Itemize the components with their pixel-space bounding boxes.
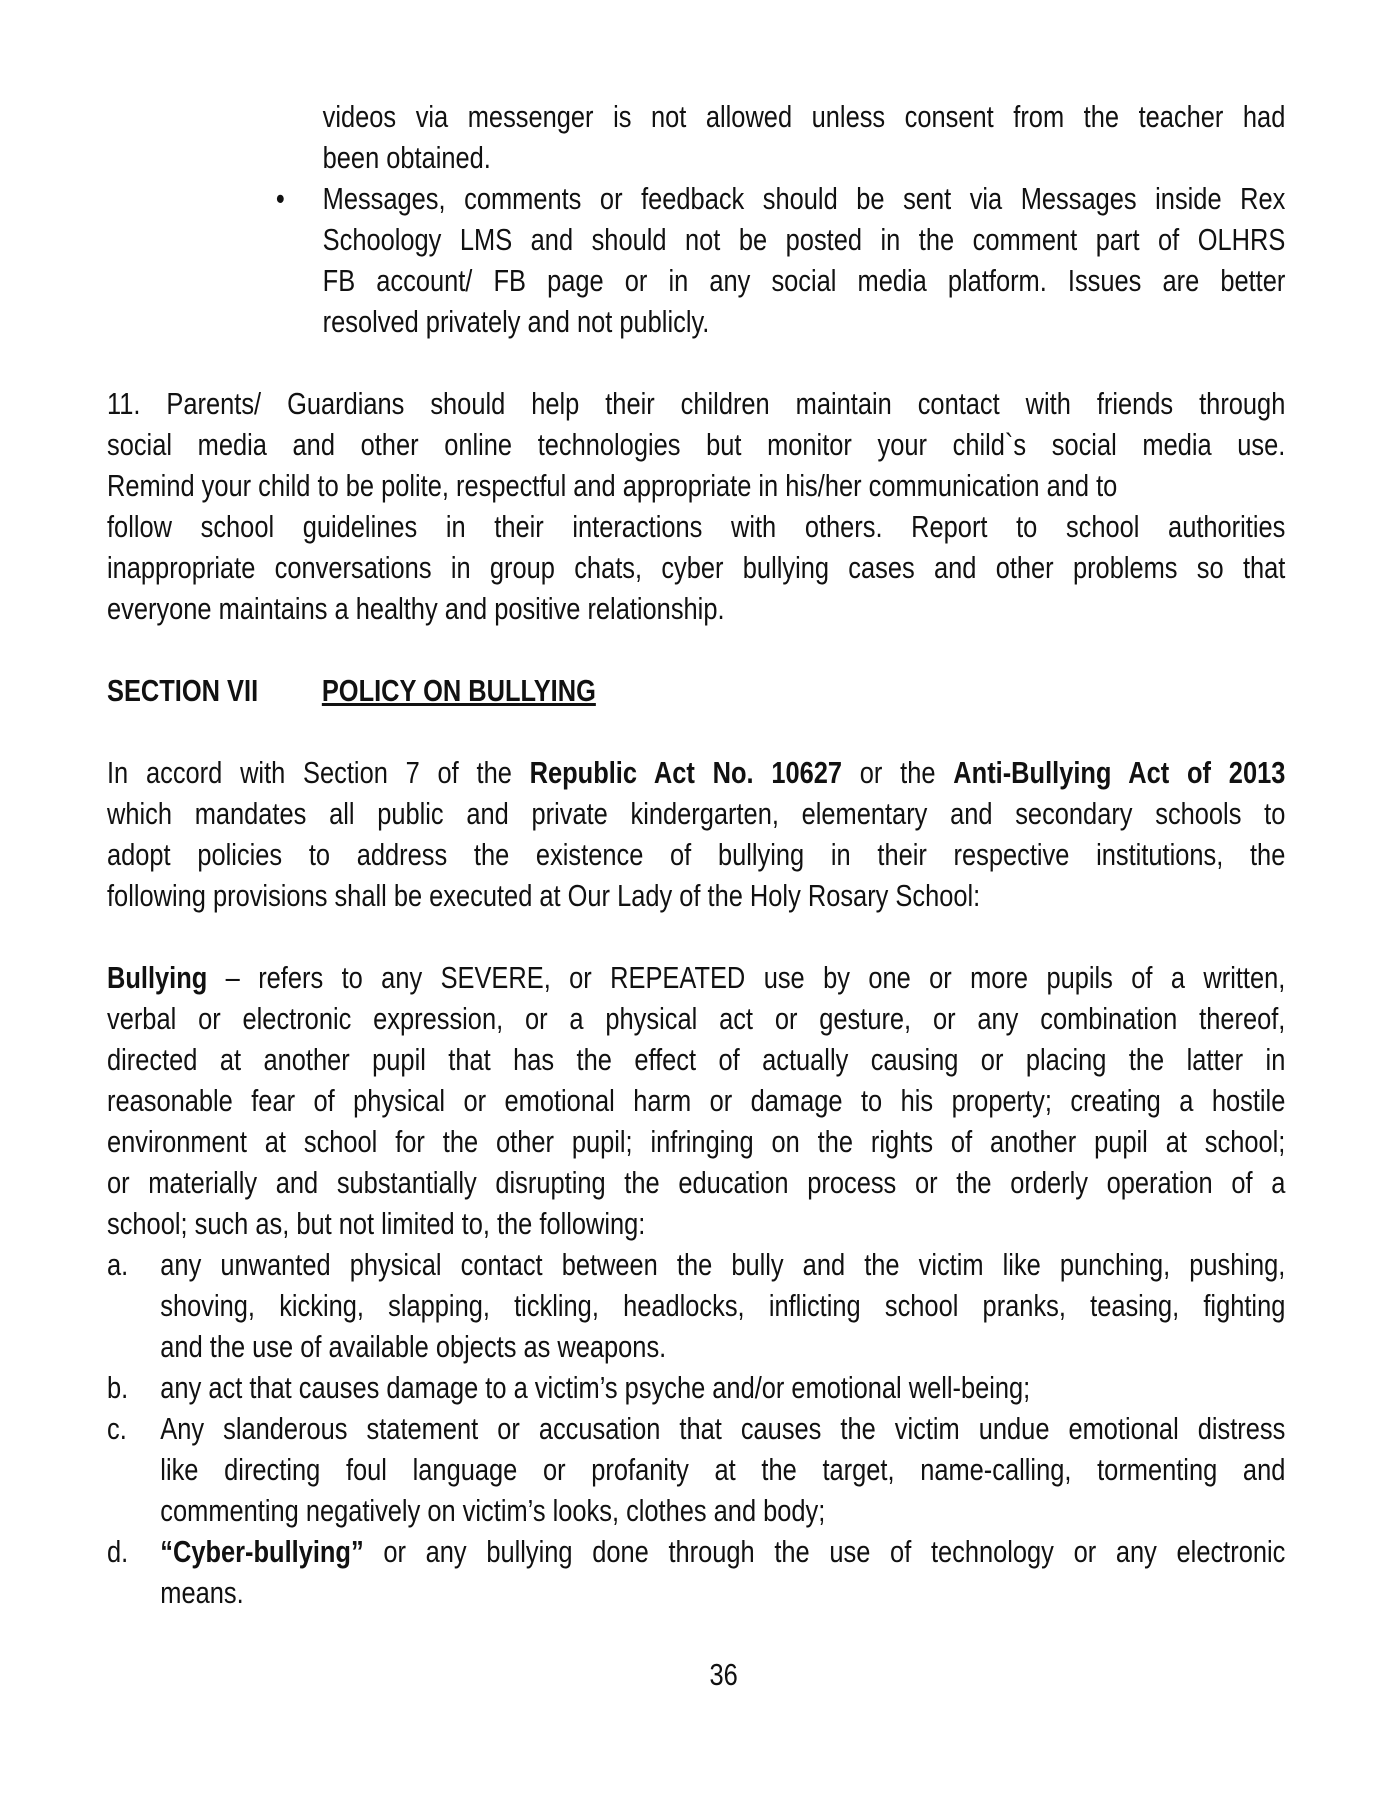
defined-term: Bullying	[107, 960, 208, 995]
text-line: means.	[160, 1575, 244, 1610]
text-line	[107, 752, 1285, 793]
page-number: 36	[709, 1657, 738, 1692]
act-name: Anti-Bullying Act of 2013	[953, 755, 1286, 790]
text-line: verbal or electronic expression, or a physical act or gesture, or any combination thereof,	[107, 1001, 1286, 1036]
law-name: Republic Act No. 10627	[529, 755, 843, 790]
list-item	[107, 1408, 1285, 1449]
text-line: any unwanted physical contact between the bully and the victim like punching, pushing,	[160, 1247, 1286, 1282]
list-item	[107, 1244, 1285, 1285]
text-line: which mandates all public and private kindergarten, elementary and secondary schools to	[107, 796, 1286, 831]
text-line: like directing foul language or profanity at the target, name-calling, tormenting and	[160, 1452, 1286, 1487]
text-line: commenting negatively on victim’s looks, clothes and body;	[160, 1493, 826, 1528]
text-line: resolved privately and not publicly.	[322, 304, 710, 339]
text-line: FB account/ FB page or in any social media platform. Issues are better	[322, 263, 1286, 298]
section-number: SECTION VII	[107, 673, 259, 708]
text-line: videos via messenger is not allowed unless consent from the teacher had	[322, 99, 1286, 134]
text-line: or materially and substantially disrupting the education process or the orderly operation of a	[107, 1165, 1286, 1200]
text-line: and the use of available objects as weapons.	[160, 1329, 667, 1364]
text-line: adopt policies to address the existence of bullying in their respective institutions, the	[107, 837, 1286, 872]
list-item	[107, 1367, 1285, 1408]
text-line: shoving, kicking, slapping, tickling, headlocks, inflicting school pranks, teasing, fighting	[160, 1288, 1286, 1323]
text-line: Schoology LMS and should not be posted in the comment part of OLHRS	[322, 222, 1286, 257]
text-line: inappropriate conversations in group chats, cyber bullying cases and other problems so that	[107, 550, 1286, 585]
text-line: directed at another pupil that has the effect of actually causing or placing the latter in	[107, 1042, 1286, 1077]
list-label: a.	[107, 1247, 129, 1282]
document-page	[107, 96, 1285, 1695]
text-run: – refers to any SEVERE, or REPEATED use by one or more pupils of a written,	[207, 960, 1286, 995]
section-heading	[107, 670, 1285, 711]
text-run: or the	[842, 755, 954, 790]
text-line: Any slanderous statement or accusation that causes the victim undue emotional distress	[160, 1411, 1286, 1446]
bullet-item	[107, 178, 1285, 219]
list-label: d.	[107, 1534, 129, 1569]
text-line: Messages, comments or feedback should be sent via Messages inside Rex	[322, 181, 1286, 216]
text-run: In accord with Section 7 of the	[107, 755, 530, 790]
text-line: everyone maintains a healthy and positive relationship.	[107, 591, 725, 626]
text-line: school; such as, but not limited to, the following:	[107, 1206, 646, 1241]
bullet-icon: •	[275, 181, 285, 216]
text-line: been obtained.	[322, 140, 491, 175]
text-line: reasonable fear of physical or emotional harm or damage to his property; creating a hostile	[107, 1083, 1286, 1118]
defined-term: “Cyber-bullying”	[160, 1534, 364, 1569]
text-line	[160, 1531, 1285, 1572]
text-line: following provisions shall be executed at Our Lady of the Holy Rosary School:	[107, 878, 981, 913]
text-line: environment at school for the other pupil; infringing on the rights of another pupil at school;	[107, 1124, 1286, 1159]
text-line: Remind your child to be polite, respectful and appropriate in his/her communication and to	[107, 468, 1118, 503]
text-line	[107, 957, 1285, 998]
text-line: social media and other online technologies but monitor your child`s social media use.	[107, 427, 1286, 462]
list-label: b.	[107, 1370, 129, 1405]
list-item	[107, 1531, 1285, 1572]
text-line: follow school guidelines in their interactions with others. Report to school authorities	[107, 509, 1286, 544]
text-run: or any bullying done through the use of technology or any electronic	[363, 1534, 1286, 1569]
section-title: POLICY ON BULLYING	[321, 673, 596, 708]
text-line: 11. Parents/ Guardians should help their children maintain contact with friends through	[107, 386, 1286, 421]
list-label: c.	[107, 1411, 127, 1446]
text-line: any act that causes damage to a victim’s psyche and/or emotional well-being;	[160, 1370, 1031, 1405]
